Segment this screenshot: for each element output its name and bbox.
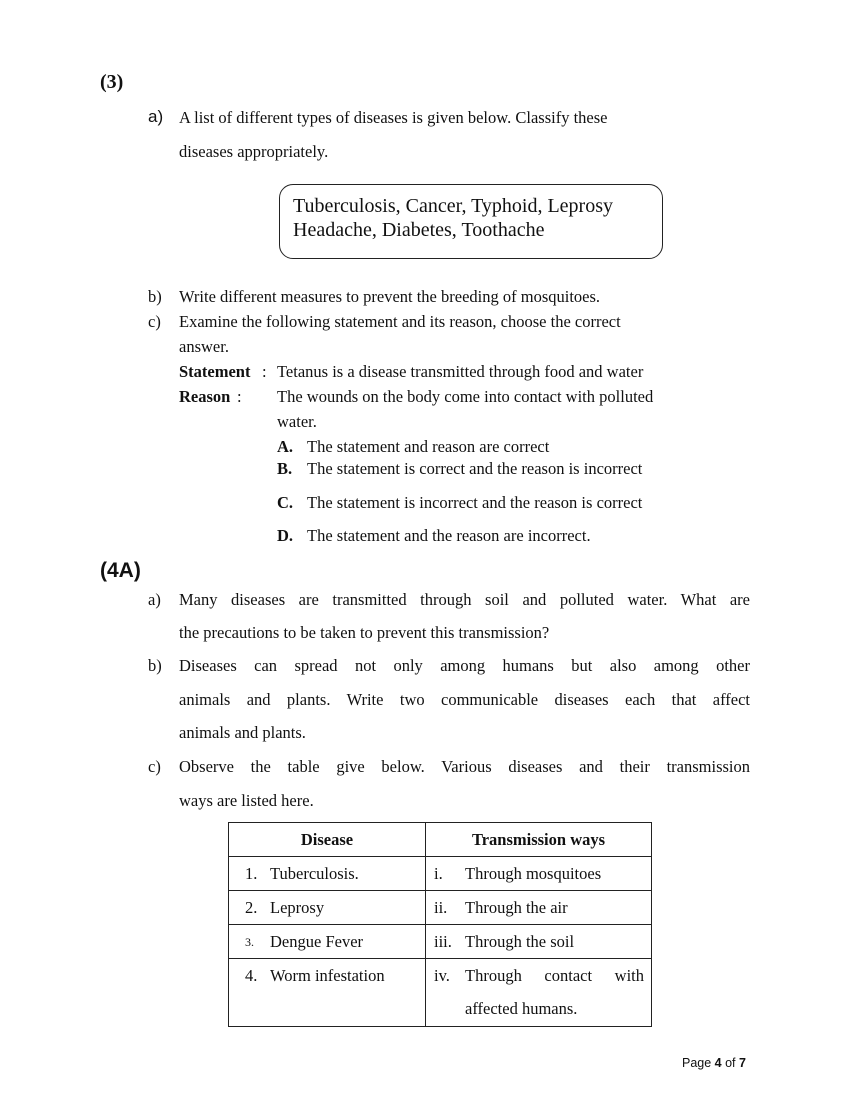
option-text: The statement and the reason are incorrect. <box>307 526 591 545</box>
option-text: The statement is correct and the reason is incorrect <box>307 459 643 478</box>
question-text: animals and plants. Write two communicable diseases each that affect <box>179 690 750 709</box>
roman-numeral: iv. <box>434 966 450 985</box>
disease-name: Tuberculosis. <box>270 864 359 883</box>
reason-text: The wounds on the body come into contact with polluted <box>277 387 654 406</box>
statement-text: Tetanus is a disease transmitted through food and water <box>277 362 644 381</box>
disease-list-line: Headache, Diabetes, Toothache <box>293 219 545 241</box>
transmission-way: Through mosquitoes <box>465 864 602 883</box>
disease-list-box <box>279 184 663 259</box>
question-text: A list of different types of diseases is given below. Classify these <box>179 108 608 127</box>
disease-name: Leprosy <box>270 898 325 917</box>
table-row <box>229 925 652 959</box>
option-text: The statement is incorrect and the reason is correct <box>307 493 643 512</box>
page-prefix: Page <box>682 1056 715 1070</box>
total-pages: 7 <box>739 1056 746 1070</box>
question-text: the precautions to be taken to prevent this transmission? <box>179 623 550 642</box>
question-number: (3) <box>100 71 124 93</box>
page-of: of <box>721 1056 739 1070</box>
reason-label: Reason <box>179 387 231 406</box>
column-header-transmission: Transmission ways <box>426 823 652 857</box>
table-header-row <box>229 823 652 857</box>
option-text: The statement and reason are correct <box>307 437 550 456</box>
row-number: 2. <box>245 898 258 917</box>
question-text: diseases appropriately. <box>179 142 329 161</box>
table-row <box>229 959 652 1027</box>
question-text: Diseases can spread not only among humans but also among other <box>179 656 750 675</box>
option-letter: C. <box>277 493 294 512</box>
option-letter: D. <box>277 526 294 545</box>
option-letter: A. <box>277 437 294 456</box>
sub-question-marker: b) <box>148 287 162 306</box>
question-text: Examine the following statement and its reason, choose the correct <box>179 312 621 331</box>
question-text: ways are listed here. <box>179 791 314 810</box>
table-row <box>229 857 652 891</box>
sub-question-marker: c) <box>148 312 161 331</box>
roman-numeral: i. <box>434 864 443 883</box>
statement-colon: : <box>262 362 267 381</box>
question-number: (4A) <box>100 559 141 582</box>
disease-name: Worm infestation <box>270 966 385 985</box>
question-text: animals and plants. <box>179 723 306 742</box>
reason-text: water. <box>277 412 317 431</box>
disease-list-line: Tuberculosis, Cancer, Typhoid, Leprosy <box>293 195 613 217</box>
transmission-way: Through the air <box>465 898 568 917</box>
sub-question-marker: b) <box>148 656 162 675</box>
question-text: Many diseases are transmitted through soil and polluted water. What are <box>179 590 750 609</box>
question-text: Write different measures to prevent the breeding of mosquitoes. <box>179 287 601 306</box>
transmission-way-continued: affected humans. <box>465 999 578 1018</box>
disease-transmission-table <box>228 822 652 1027</box>
page-number <box>682 1056 746 1070</box>
current-page: 4 <box>714 1056 722 1070</box>
column-header-disease: Disease <box>229 823 426 857</box>
transmission-way: Through the soil <box>465 932 575 951</box>
row-number: 3. <box>245 935 254 949</box>
reason-colon: : <box>237 387 242 406</box>
row-number: 4. <box>245 966 258 985</box>
roman-numeral: iii. <box>434 932 452 951</box>
table-row <box>229 891 652 925</box>
roman-numeral: ii. <box>434 898 448 917</box>
disease-name: Dengue Fever <box>270 932 364 951</box>
sub-question-marker: a) <box>148 590 161 609</box>
question-text: Observe the table give below. Various diseases and their transmission <box>179 757 750 776</box>
option-letter: B. <box>277 459 293 478</box>
statement-label: Statement <box>179 362 251 381</box>
question-text: answer. <box>179 337 229 356</box>
transmission-way: Through contact with <box>465 966 644 985</box>
sub-question-marker: c) <box>148 757 161 776</box>
row-number: 1. <box>245 864 258 883</box>
sub-question-marker: a) <box>148 107 164 126</box>
